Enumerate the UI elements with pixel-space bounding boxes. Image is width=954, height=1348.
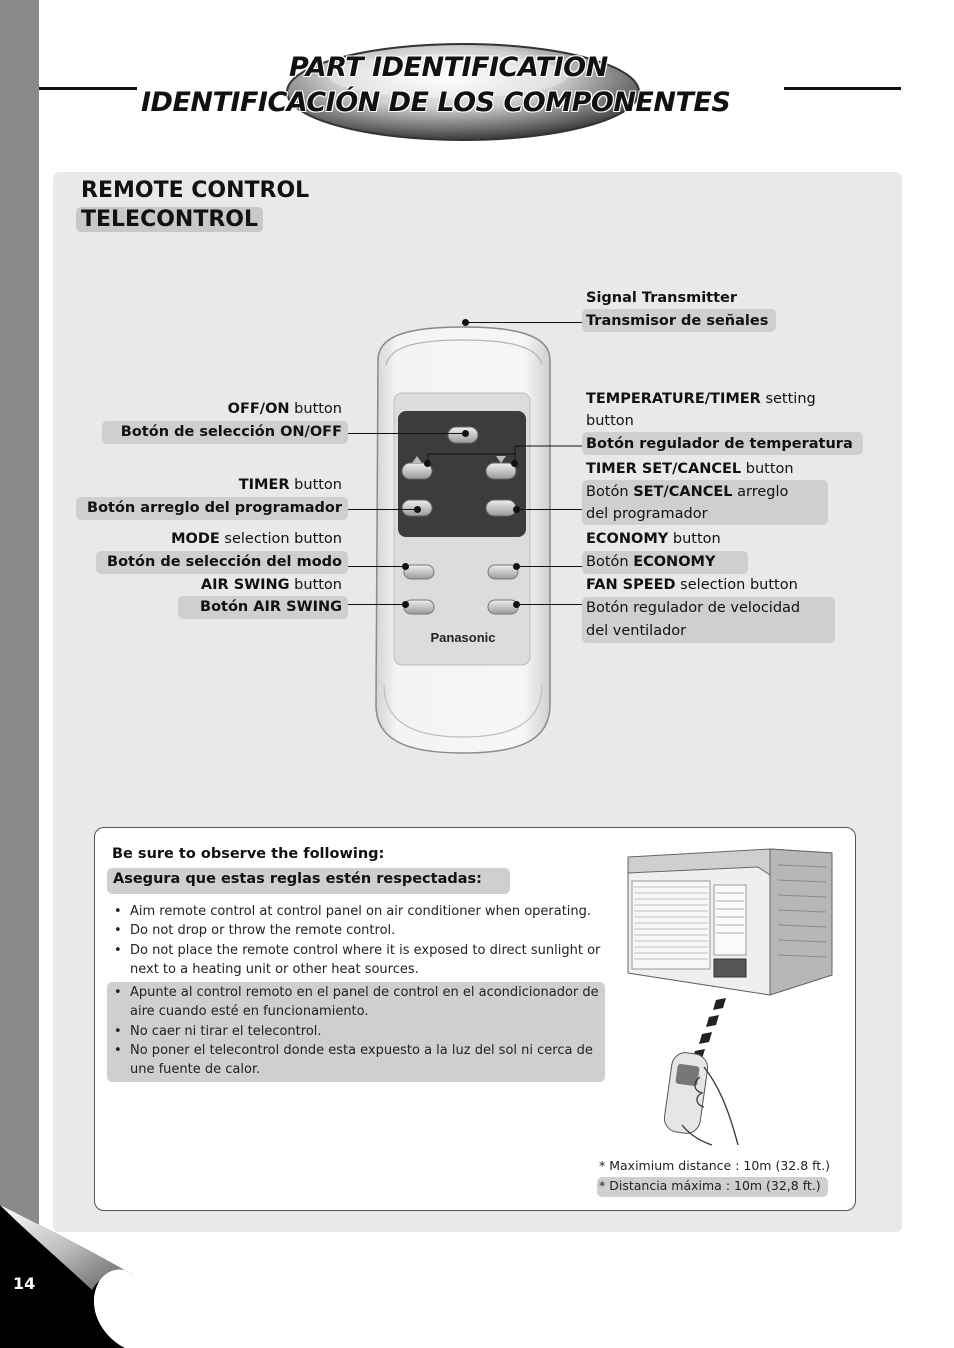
label-onoff-en: OFF/ON button [227, 401, 342, 417]
leader-line-onoff [347, 433, 467, 434]
leader-dot-mode [402, 563, 409, 570]
title-rule-right [784, 87, 901, 90]
notes-heading-english: Be sure to observe the following: [112, 846, 385, 862]
label-timer-en: TIMER button [238, 477, 342, 493]
notes-list-english [108, 902, 603, 979]
label-swing-es: Botón AIR SWING [200, 599, 342, 615]
label-fan-en: FAN SPEED selection button [586, 577, 798, 593]
leader-dot-onoff [462, 430, 469, 437]
list-item: • Aim remote control at control panel on air conditioner when operating. [108, 902, 603, 921]
leader-line-fan [517, 604, 584, 605]
remote-brand-logo: Panasonic [430, 630, 496, 645]
title-english: PART IDENTIFICATION [289, 52, 608, 83]
label-temp-es: Botón regulador de temperatura [586, 436, 853, 452]
label-fan-es-line2: del ventilador [586, 623, 687, 639]
leader-dot-timer-set [513, 506, 520, 513]
leader-lines-temperature [420, 440, 590, 480]
max-distance-spanish: * Distancia máxima : 10m (32,8 ft.) [599, 1178, 821, 1193]
leader-line-economy [517, 566, 584, 567]
label-mode-es: Botón de selección del modo [107, 554, 342, 570]
label-signal-es: Transmisor de señales [586, 313, 769, 329]
section-title-english: REMOTE CONTROL [81, 178, 310, 203]
label-temp-en: TEMPERATURE/TIMER setting [586, 391, 816, 407]
leader-line-timer-set [517, 509, 584, 510]
page-sidebar-strip [0, 0, 39, 1348]
list-item: • No poner el telecontrol donde esta expuesto a la luz del sol ni cerca de une fuente de calor. [108, 1041, 604, 1080]
remote-control-illustration [370, 325, 556, 755]
leader-dot-temp-up [424, 460, 431, 467]
label-fan-es: Botón regulador de velocidad [586, 600, 801, 616]
label-economy-en: ECONOMY button [586, 531, 721, 547]
label-timer-es: Botón arreglo del programador [87, 500, 342, 516]
notes-heading-spanish: Asegura que estas reglas estén respectadas: [113, 871, 482, 887]
label-economy-es: Botón ECONOMY [586, 554, 716, 570]
max-distance-english: * Maximium distance : 10m (32.8 ft.) [599, 1158, 831, 1173]
leader-line-mode [347, 566, 407, 567]
leader-dot-temp-down [511, 460, 518, 467]
list-item: • No caer ni tirar el telecontrol. [108, 1022, 604, 1041]
leader-dot-fan [513, 601, 520, 608]
leader-line-timer [347, 509, 417, 510]
notes-list-spanish [108, 983, 604, 1079]
leader-line-swing [347, 604, 407, 605]
leader-dot-economy [513, 563, 520, 570]
section-title-spanish: TELECONTROL [76, 207, 263, 232]
leader-dot-timer [414, 506, 421, 513]
title-spanish: IDENTIFICACIÓN DE LOS COMPONENTES [141, 87, 731, 118]
label-timer-set-es-line2: del programador [586, 506, 708, 522]
label-onoff-es: Botón de selección ON/OFF [120, 424, 342, 440]
label-temp-en-line2: button [586, 413, 634, 429]
air-conditioner-illustration [620, 845, 840, 1155]
label-timer-set-es: Botón SET/CANCEL arreglo [586, 484, 789, 500]
label-swing-en: AIR SWING button [200, 577, 342, 593]
leader-line-signal [466, 322, 584, 323]
list-item: • Do not drop or throw the remote control. [108, 921, 603, 940]
page-number: 14 [13, 1274, 36, 1293]
list-item: • Apunte al control remoto en el panel de control en el acondicionador de aire cuando esté en funcionamiento. [108, 983, 604, 1022]
label-mode-en: MODE selection button [171, 531, 342, 547]
title-rule-left [39, 87, 137, 90]
label-signal-en: Signal Transmitter [586, 290, 738, 306]
leader-dot-signal [462, 319, 469, 326]
list-item: • Do not place the remote control where it is exposed to direct sunlight or next to a heating unit or other heat sources. [108, 941, 603, 980]
label-timer-set-en: TIMER SET/CANCEL button [586, 461, 794, 477]
leader-dot-swing [402, 601, 409, 608]
